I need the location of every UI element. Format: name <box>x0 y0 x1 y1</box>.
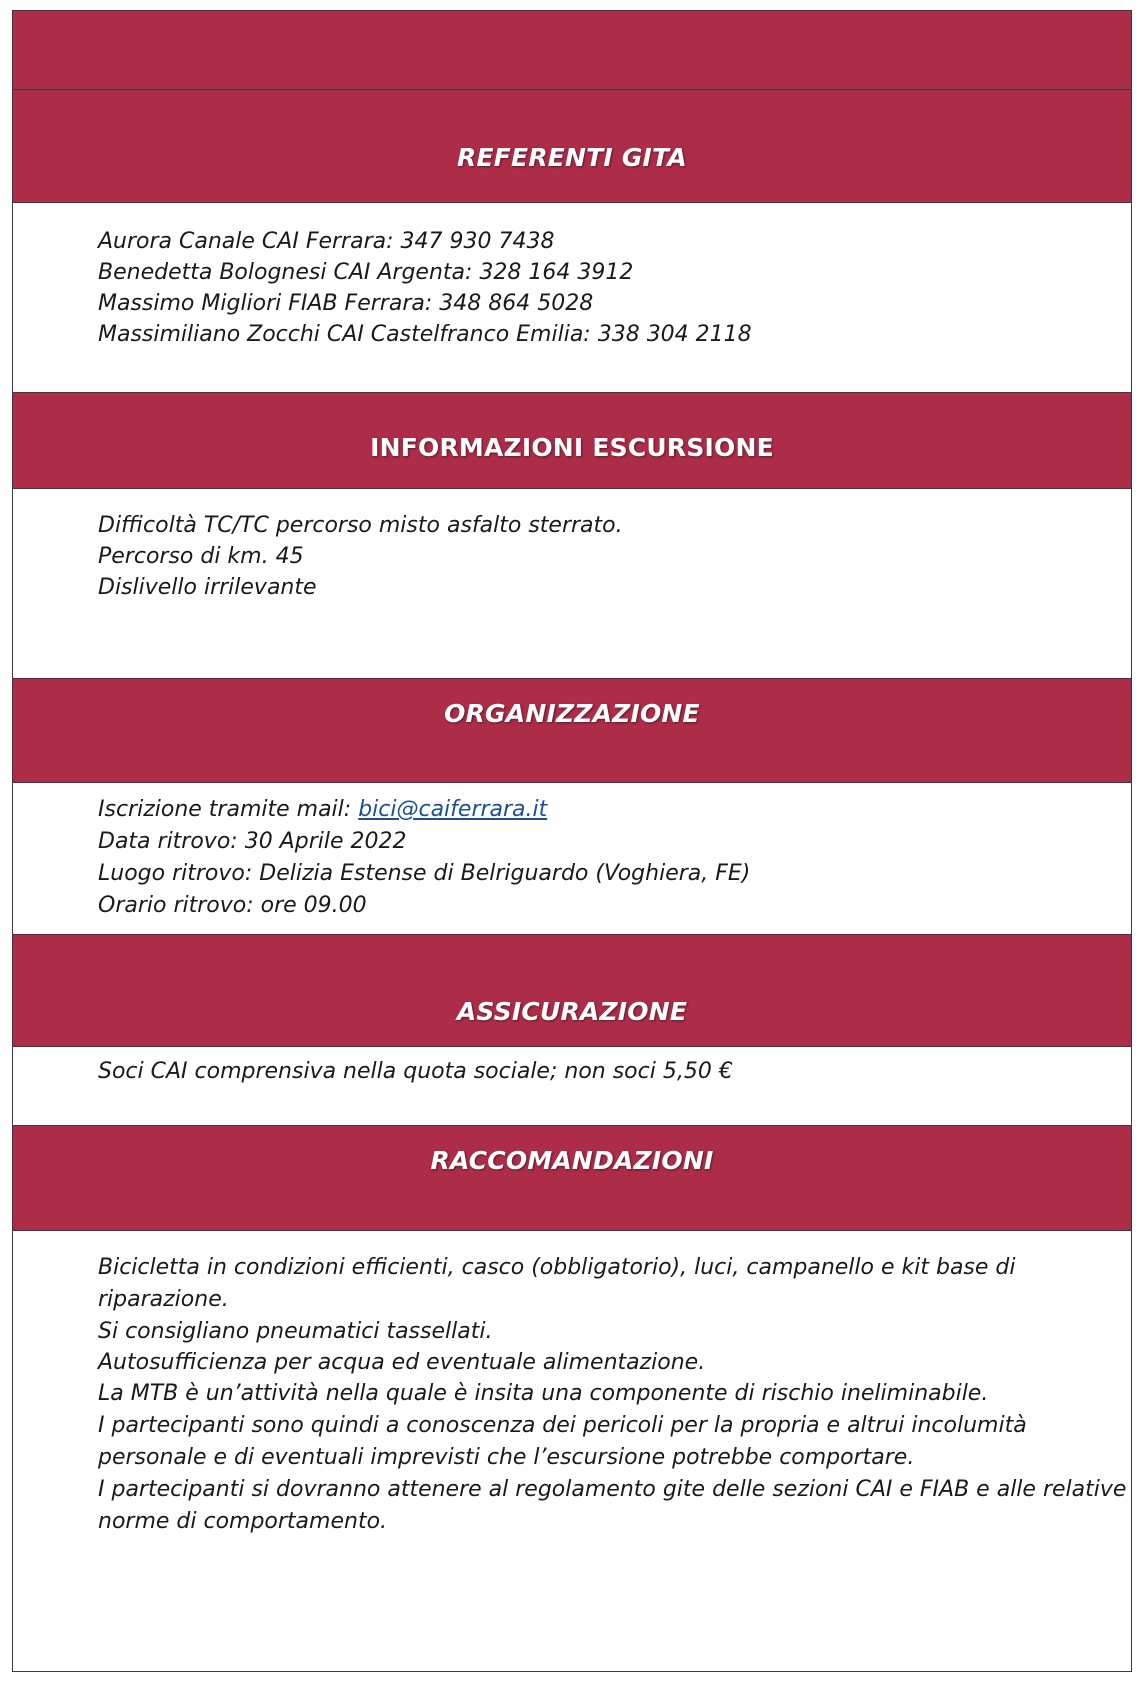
informazioni-header <box>12 392 1132 489</box>
organizzazione-content <box>12 783 1132 935</box>
raccomandazioni-title: RACCOMANDAZIONI <box>430 1146 714 1175</box>
raccomandazione-line: norme di comportamento. <box>98 1509 388 1534</box>
info-line: Percorso di km. 45 <box>98 544 304 569</box>
referenti-content <box>12 203 1132 393</box>
informazioni-content <box>12 489 1132 679</box>
assicurazione-header <box>12 934 1132 1047</box>
email-line <box>98 795 547 825</box>
raccomandazione-line: personale e di eventuali imprevisti che l’escursione potrebbe comportare. <box>98 1445 915 1470</box>
referente-line: Massimo Migliori FIAB Ferrara: 348 864 5028 <box>98 291 594 316</box>
org-line: Orario ritrovo: ore 09.00 <box>98 893 367 918</box>
email-label: Iscrizione tramite mail: <box>98 797 359 822</box>
org-line: Data ritrovo: 30 Aprile 2022 <box>98 829 407 854</box>
assicurazione-line: Soci CAI comprensiva nella quota sociale; non soci 5,50 € <box>98 1059 733 1084</box>
assicurazione-title: ASSICURAZIONE <box>456 997 688 1026</box>
raccomandazione-line: Bicicletta in condizioni efficienti, casco (obbligatorio), luci, campanello e kit base di <box>98 1255 1016 1280</box>
raccomandazioni-header <box>12 1125 1132 1231</box>
raccomandazione-line: I partecipanti sono quindi a conoscenza dei pericoli per la propria e altrui incolumità <box>98 1413 1027 1438</box>
raccomandazione-line: Autosufficienza per acqua ed eventuale alimentazione. <box>98 1350 706 1375</box>
informazioni-title: INFORMAZIONI ESCURSIONE <box>370 433 774 462</box>
referente-line: Massimiliano Zocchi CAI Castelfranco Emilia: 338 304 2118 <box>98 322 752 347</box>
raccomandazioni-content <box>12 1231 1132 1672</box>
referente-line: Aurora Canale CAI Ferrara: 347 930 7438 <box>98 229 555 254</box>
email-link[interactable]: bici@caiferrara.it <box>358 797 548 822</box>
referenti-header <box>12 89 1132 203</box>
assicurazione-content <box>12 1047 1132 1126</box>
organizzazione-title: ORGANIZZAZIONE <box>444 699 700 728</box>
organizzazione-header <box>12 678 1132 783</box>
info-line: Difficoltà TC/TC percorso misto asfalto sterrato. <box>98 513 623 538</box>
raccomandazione-line: La MTB è un’attività nella quale è insita una componente di rischio ineliminabile. <box>98 1381 989 1406</box>
org-line: Luogo ritrovo: Delizia Estense di Belriguardo (Voghiera, FE) <box>98 861 751 886</box>
raccomandazione-line: riparazione. <box>98 1287 229 1312</box>
raccomandazione-line: Si consigliano pneumatici tassellati. <box>98 1319 493 1344</box>
raccomandazione-line: I partecipanti si dovranno attenere al regolamento gite delle sezioni CAI e FIAB e alle relative <box>98 1477 1127 1502</box>
top-header-band <box>12 10 1132 90</box>
referenti-title: REFERENTI GITA <box>457 143 687 172</box>
info-line: Dislivello irrilevante <box>98 575 317 600</box>
referente-line: Benedetta Bolognesi CAI Argenta: 328 164 3912 <box>98 260 634 285</box>
